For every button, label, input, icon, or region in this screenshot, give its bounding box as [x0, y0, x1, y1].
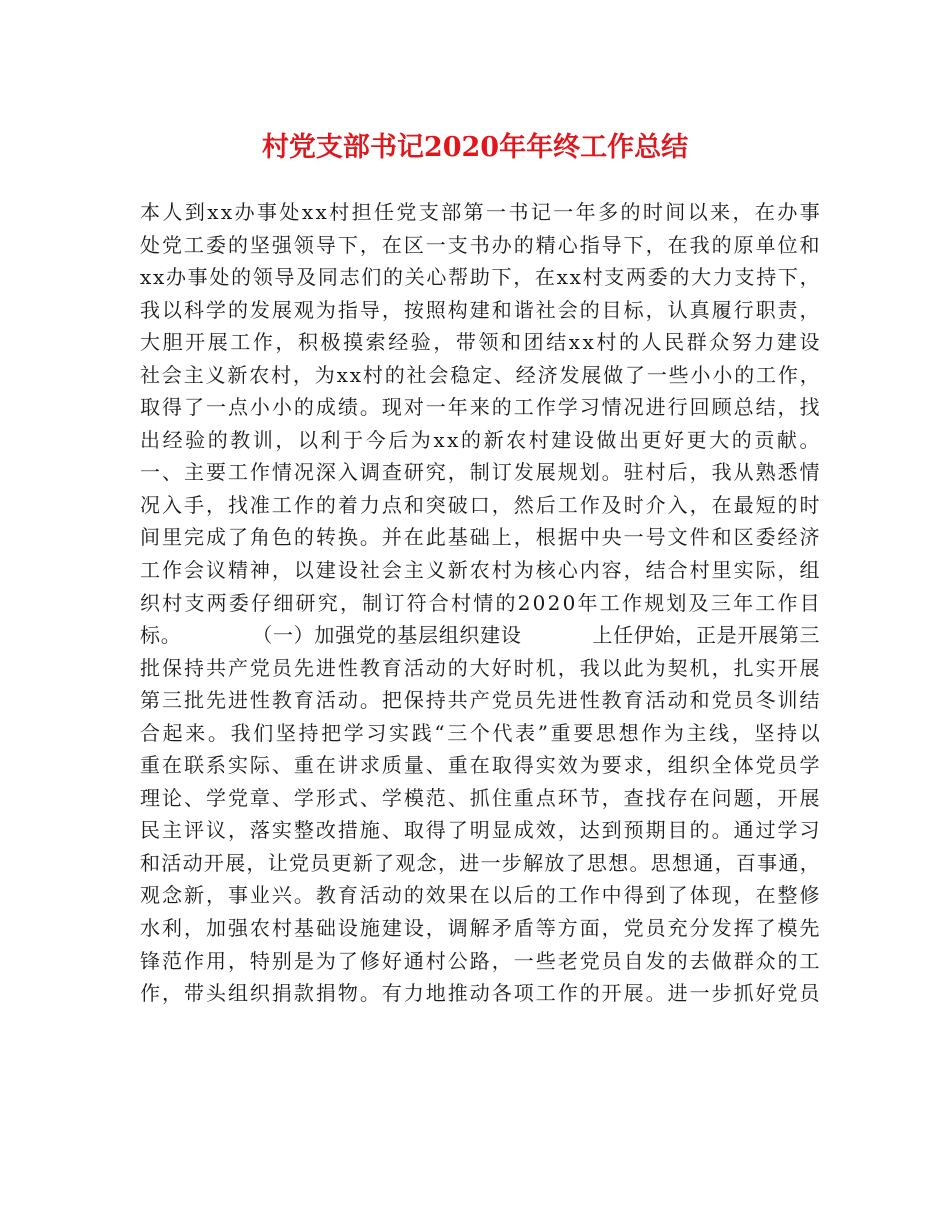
body-line: 我 以 科 学 的 发 展 观 为 指 导 ， 按 照 构 建 和 谐 社 会 的 目 标 ， 认 真 履 行 职 责 ， — [140, 297, 820, 322]
body-line: 大 胆 开 展 工 作 ， 积 极 摸 索 经 验 ， 带 领 和 团 结 x x 村 的 人 民 群 众 努 力 建 设 — [140, 330, 820, 355]
body-line: 一 、 主 要 工 作 情 况 深 入 调 查 研 究 ， 制 订 发 展 规 划 。 驻 村 后 ， 我 从 熟 悉 情 — [140, 460, 820, 485]
body-line: 标 。 （ 一 ） 加 强 党 的 基 层 组 织 建 设 上 任 伊 始 ， 正 是 开 展 第 三 — [140, 623, 820, 648]
body-line: 况 入 手 ， 找 准 工 作 的 着 力 点 和 突 破 口 ， 然 后 工 作 及 时 介 入 ， 在 最 短 的 时 — [140, 492, 820, 517]
body-line: 批 保 持 共 产 党 员 先 进 性 教 育 活 动 的 大 好 时 机 ， 我 以 此 为 契 机 ， 扎 实 开 展 — [140, 655, 820, 680]
body-line: 和 活 动 开 展 ， 让 党 员 更 新 了 观 念 ， 进 一 步 解 放 了 思 想 。 思 想 通 ， 百 事 通 ， — [140, 850, 820, 875]
body-line: 水 利 ， 加 强 农 村 基 础 设 施 建 设 ， 调 解 矛 盾 等 方 面 ， 党 员 充 分 发 挥 了 模 先 — [140, 916, 820, 941]
body-line: 民 主 评 议 ， 落 实 整 改 措 施 、 取 得 了 明 显 成 效 ， 达 到 预 期 目 的 。 通 过 学 习 — [140, 818, 820, 843]
body-line: 社 会 主 义 新 农 村 ， 为 x x 村 的 社 会 稳 定 、 经 济 发 展 做 了 一 些 小 小 的 工 作 ， — [140, 362, 820, 387]
document-body — [140, 196, 820, 1010]
body-line: 间 里 完 成 了 角 色 的 转 换 。 并 在 此 基 础 上 ， 根 据 中 央 一 号 文 件 和 区 委 经 济 — [140, 525, 820, 550]
body-line: 锋 范 作 用 ， 特 别 是 为 了 修 好 通 村 公 路 ， 一 些 老 党 员 自 发 的 去 做 群 众 的 工 — [140, 948, 820, 973]
body-line: 第 三 批 先 进 性 教 育 活 动 。 把 保 持 共 产 党 员 先 进 性 教 育 活 动 和 党 员 冬 训 结 — [140, 688, 820, 713]
body-line: 重 在 联 系 实 际 、 重 在 讲 求 质 量 、 重 在 取 得 实 效 为 要 求 ， 组 织 全 体 党 员 学 — [140, 753, 820, 778]
body-line: 本 人 到 x x 办 事 处 x x 村 担 任 党 支 部 第 一 书 记 一 年 多 的 时 间 以 来 ， 在 办 事 — [140, 200, 820, 224]
body-line: x x 办 事 处 的 领 导 及 同 志 们 的 关 心 帮 助 下 ， 在 x x 村 支 两 委 的 大 力 支 持 下 ， — [140, 265, 820, 290]
body-line: 取 得 了 一 点 小 小 的 成 绩 。 现 对 一 年 来 的 工 作 学 习 情 况 进 行 回 顾 总 结 ， 找 — [140, 395, 820, 420]
body-line: 工 作 会 议 精 神 ， 以 建 设 社 会 主 义 新 农 村 为 核 心 内 容 ， 结 合 村 里 实 际 ， 组 — [140, 558, 820, 583]
body-line: 理 论 、 学 党 章 、 学 形 式 、 学 模 范 、 抓 住 重 点 环 节 ， 查 找 存 在 问 题 ， 开 展 — [140, 785, 820, 810]
body-line: 出 经 验 的 教 训 ， 以 利 于 今 后 为 x x 的 新 农 村 建 设 做 出 更 好 更 大 的 贡 献 。 — [140, 427, 820, 452]
body-line: 观 念 新 ， 事 业 兴 。 教 育 活 动 的 效 果 在 以 后 的 工 作 中 得 到 了 体 现 ， 在 整 修 — [140, 883, 820, 908]
document-title: 村党支部书记2020年年终工作总结 — [261, 132, 689, 163]
body-line: 处 党 工 委 的 坚 强 领 导 下 ， 在 区 一 支 书 办 的 精 心 指 导 下 ， 在 我 的 原 单 位 和 — [140, 232, 820, 257]
body-line: 织 村 支 两 委 仔 细 研 究 ， 制 订 符 合 村 情 的 2 0 2 0 年 工 作 规 划 及 三 年 工 作 目 — [140, 590, 820, 615]
body-line: 作 ， 带 头 组 织 捐 款 捐 物 。 有 力 地 推 动 各 项 工 作 的 开 展 。 进 一 步 抓 好 党 员 — [140, 981, 820, 1006]
body-line: 合 起 来 。 我 们 坚 持 把 学 习 实 践 “ 三 个 代 表 ” 重 要 思 想 作 为 主 线 ， 坚 持 以 — [140, 720, 820, 745]
